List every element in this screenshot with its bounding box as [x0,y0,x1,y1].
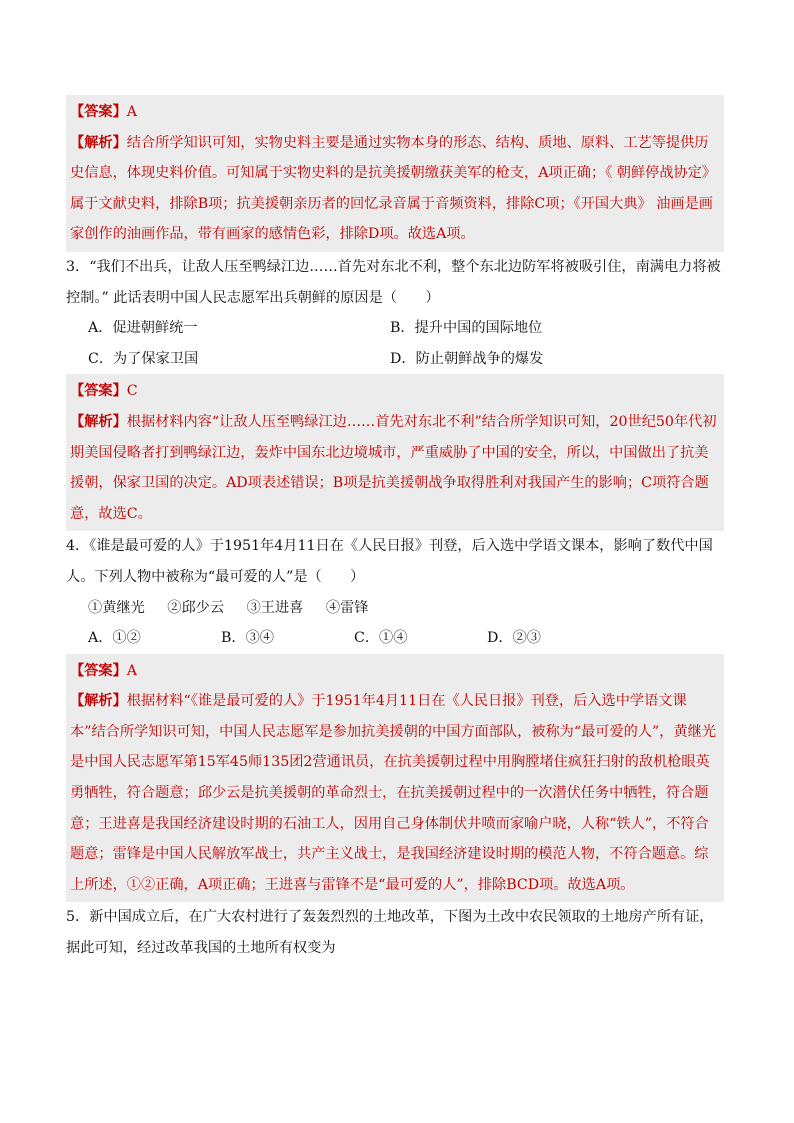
analysis-line [70,128,720,250]
option-b: B．提升中国的国际地位 [390,320,543,337]
choice-items [66,593,724,624]
answer-line [70,97,720,128]
analysis-text: 根据材料内容“让敌人压至鸭绿江边……首先对东北不利”结合所学知识可知，20世纪50年代初期美国侵略者打到鸭绿江边，轰炸中国东北边境城市，严重威胁了中国的安全，所以，中国做出了抗美援朝，保家卫国的决定。AD项表述错误；B项是抗美援朝战争取得胜利对我国产生的影响；C项符合题意，故选C。 [70,413,717,522]
answer-block-q4 [66,654,724,903]
option-c: C．①④ [354,630,408,647]
item-3: ③王进喜 [246,599,304,616]
option-a: A．促进朝鲜统一 [88,320,198,337]
answer-value: C [126,383,138,400]
analysis-label: 【解析】 [70,134,127,151]
option-d: D．防止朝鲜战争的爆发 [390,350,544,367]
answer-value: A [126,662,138,679]
question-stem: 4．《谁是最可爱的人》于1951年4月11日在《人民日报》刊登，后入选中学语文课本，影响了数代中国人。下列人物中被称为“最可爱的人”是（ ） [66,538,713,585]
question-3 [66,252,724,313]
question-5 [66,902,724,963]
analysis-label: 【解析】 [70,413,127,430]
analysis-text: 根据材料“《谁是最可爱的人》于1951年4月11日在《人民日报》刊登，后入选中学语文课本”结合所学知识可知，中国人民志愿军是参加抗美援朝的中国方面部队，被称为“最可爱的人”，黄继光是中国人民志愿军第15军45师135团2营通讯员，在抗美援朝过程中用胸膛堵住疯狂扫射的敌机枪眼英勇牺牲，符合题意；邱少云是抗美援朝的革命烈士，在抗美援朝过程中的一次潜伏任务中牺牲，符合题意；王进喜是我国经济建设时期的石油工人，因用自己身体制伏井喷而家喻户晓，人称“铁人”，不符合题意；雷锋是中国人民解放军战士，共产主义战士，是我国经济建设时期的模范人物，不符合题意。综上所述，①②正确，A项正确；王进喜与雷锋不是“最可爱的人”，排除BCD项。故选A项。 [70,693,717,893]
question-4 [66,531,724,592]
options-row [66,313,724,344]
options-row [66,623,724,654]
option-d: D．②③ [487,630,541,647]
answer-line [70,376,720,407]
analysis-line [70,686,720,900]
answer-value: A [126,104,138,120]
answer-label: 【答案】 [70,662,127,679]
answer-block-q2 [66,95,724,252]
question-stem: 3．“我们不出兵，让敌人压至鸭绿江边……首先对东北不利，整个东北边防军将被吸引住，南满电力将被控制。” 此话表明中国人民志愿军出兵朝鲜的原因是（ ） [66,258,721,306]
analysis-text: 结合所学知识可知，实物史料主要是通过实物本身的形态、结构、质地、原料、工艺等提供历史信息，体现史料价值。可知属于实物史料的是抗美援朝缴获美军的枪支，A项正确；《 朝鲜停战协定》属于文献史料，排除B项；抗美援朝亲历者的回忆录音属于音频资料，排除C项；《开国大典》 油画是画家创作的油画作品，带有画家的感情色彩，排除D项。故选A项。 [70,134,717,243]
options-row [66,344,724,375]
item-1: ①黄继光 [88,599,145,616]
item-2: ②邱少云 [167,599,225,616]
answer-block-q3 [66,374,724,531]
analysis-line [70,407,720,529]
option-c: C．为了保家卫国 [88,350,199,367]
answer-label: 【答案】 [70,383,127,400]
answer-label: 【答案】 [70,104,127,120]
exam-page [66,95,724,964]
item-4: ④雷锋 [325,599,369,616]
answer-line [70,656,720,687]
option-a: A．①② [88,630,141,647]
analysis-label: 【解析】 [70,693,127,710]
option-b: B．③④ [221,630,274,647]
question-stem: 5．新中国成立后，在广大农村进行了轰轰烈烈的土地改革，下图为土改中农民领取的土地房产所有证，据此可知，经过改革我国的土地所有权变为 [66,909,714,957]
